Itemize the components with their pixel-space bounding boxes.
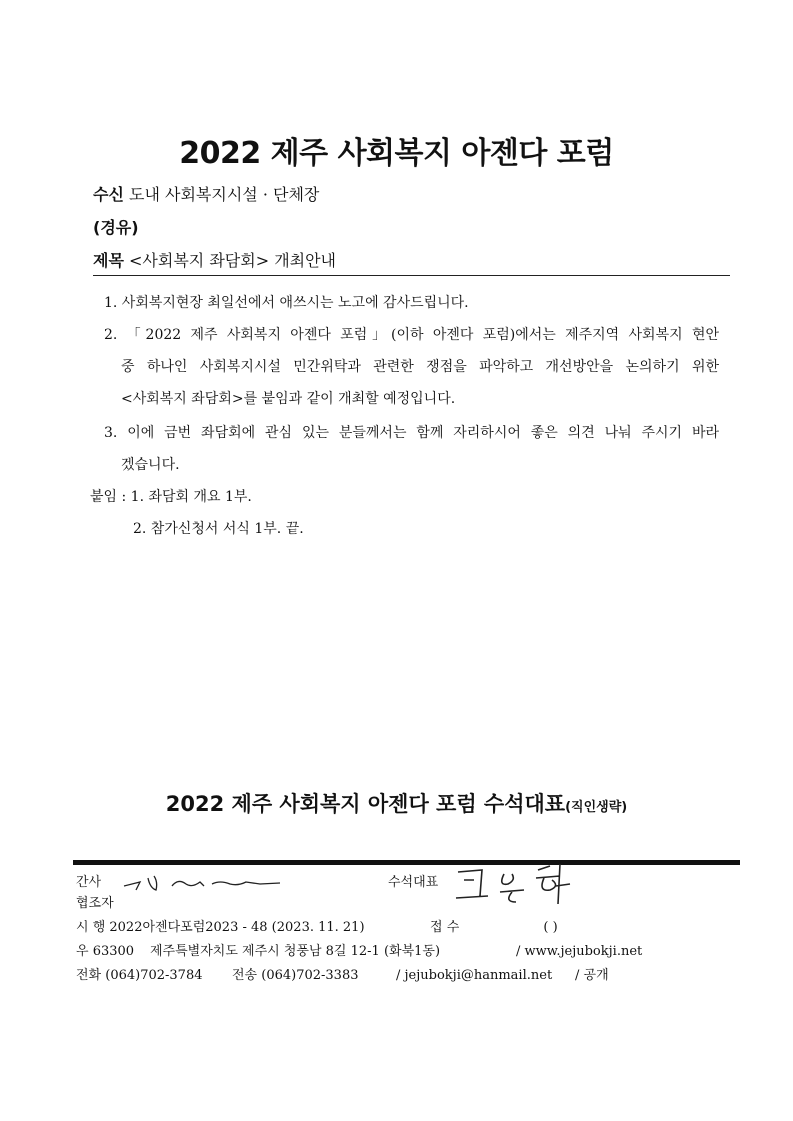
enforce-label: 시 행 xyxy=(76,920,106,935)
via-line xyxy=(93,215,139,238)
body-item-1: 1. 사회복지현장 최일선에서 애쓰시는 노고에 감사드립니다. xyxy=(104,295,469,311)
email: / jejubokji@hanmail.net xyxy=(396,968,553,983)
attachment-1: 붙임 : 1. 좌담회 개요 1부. xyxy=(90,489,252,505)
recipient-line xyxy=(93,182,319,205)
subject-value: <사회복지 좌담회> 개최안내 xyxy=(129,251,337,270)
recipient-value: 도내 사회복지시설 · 단체장 xyxy=(129,185,320,204)
receipt-label: 접 수 xyxy=(430,920,460,935)
body-item-3-line-2: 겠습니다. xyxy=(121,457,180,473)
seal-omitted-note: (직인생략) xyxy=(565,800,628,815)
recipient-label: 수신 xyxy=(93,185,124,204)
via-label: (경유) xyxy=(93,218,139,237)
document-title: 2022 제주 사회복지 아젠다 포럼 xyxy=(179,136,614,171)
cooperator-label: 협조자 xyxy=(76,896,114,911)
sender-title xyxy=(0,788,793,818)
attachment-2: 2. 참가신청서 서식 1부. 끝. xyxy=(133,521,304,537)
body-item-2-line-3: <사회복지 좌담회>를 붙임과 같이 개최할 예정입니다. xyxy=(121,391,456,407)
staff-signature xyxy=(120,868,290,894)
website: / www.jejubokji.net xyxy=(516,944,643,959)
disclosure: / 공개 xyxy=(575,968,609,983)
body-item-2-line-2: 중 하나인 사회복지시설 민간위탁과 관련한 쟁점을 파악하고 개선방안을 논의하기 위한 xyxy=(121,359,719,375)
body-item-3-line-1: 3. 이에 금번 좌담회에 관심 있는 분들께서는 함께 자리하시어 좋은 의견 나눠 주시기 바라 xyxy=(104,425,719,441)
rep-signature xyxy=(452,862,582,908)
postal-code: 우 63300 xyxy=(76,944,135,959)
body-item-2-line-1: 2. 「2022 제주 사회복지 아젠다 포럼」(이하 아젠다 포럼)에서는 제주지역 사회복지 현안 xyxy=(104,327,719,343)
enforce-value: 2022아젠다포럼2023 - 48 (2023. 11. 21) xyxy=(109,920,365,935)
receipt-line xyxy=(430,920,558,936)
staff-label: 간사 xyxy=(76,875,102,890)
subject-line xyxy=(93,248,336,271)
subject-label: 제목 xyxy=(93,251,124,270)
fax: 전송 (064)702-3383 xyxy=(232,968,359,983)
address: 제주특별자치도 제주시 청풍남 8길 12-1 (화북1동) xyxy=(150,944,441,959)
sender-name: 2022 제주 사회복지 아젠다 포럼 수석대표 xyxy=(165,792,566,816)
header-divider xyxy=(93,275,730,276)
phone: 전화 (064)702-3784 xyxy=(76,968,203,983)
enforcement-line xyxy=(76,920,365,936)
footer-divider xyxy=(73,860,740,865)
receipt-value: ( ) xyxy=(543,920,558,935)
rep-label: 수석대표 xyxy=(388,875,439,890)
